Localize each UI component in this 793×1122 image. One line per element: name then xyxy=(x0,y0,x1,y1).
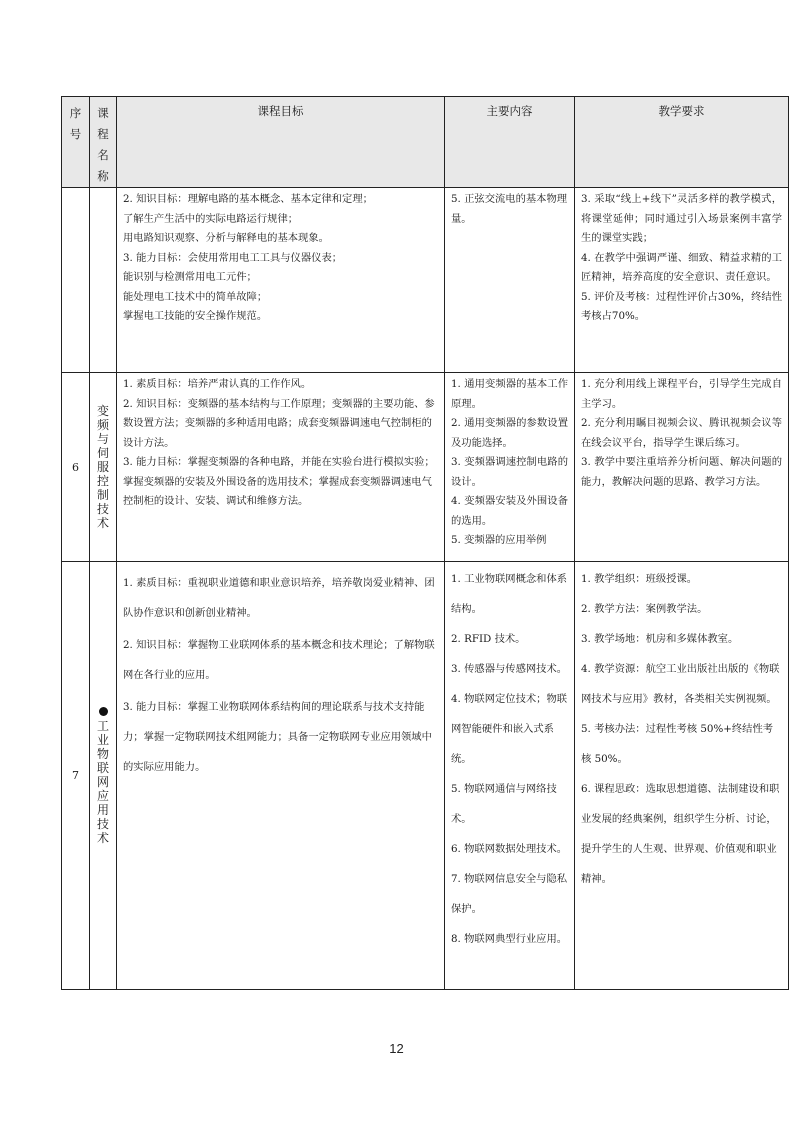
header-teaching-requirements: 教学要求 xyxy=(575,97,789,188)
course-goals-cell: 1. 素质目标：培养严肃认真的工作作风。 2. 知识目标：变频器的基本结构与工作原理；变频器的主要功能、参数设置方法；变频器的多种适用电路；成套变频器调速电气控制柜的设计方法。 3. 能力目标：掌握变频器的各种电路，并能在实验台进行模拟实验；掌握变频器的安装及外围设备的选用技术；掌握成套变频器调速电气控制柜的设计、安装、调试和维修方法。 xyxy=(117,373,445,562)
main-content-cell: 1. 通用变频器的基本工作原理。 2. 通用变频器的参数设置及功能选择。 3. 变频器调速控制电路的设计。 4. 变频器安装及外围设备的选用。 5. 变频器的应用举例 xyxy=(445,373,575,562)
header-course-goals: 课程目标 xyxy=(117,97,445,188)
row-number xyxy=(62,188,90,373)
main-content-cell: 5. 正弦交流电的基本物理量。 xyxy=(445,188,575,373)
page-number: 12 xyxy=(389,1041,404,1056)
teaching-requirements-cell: 1. 教学组织：班级授课。 2. 教学方法：案例教学法。 3. 教学场地：机房和多媒体教室。 4. 教学资源：航空工业出版社出版的《物联网技术与应用》教材，各类相关实例视频。 5. 考核办法：过程性考核 50%+终结性考核 50%。 6. 课程思政：选取思想道德、法制建设和职业发展的经典案例，组织学生分析、讨论，提升学生的人生观、世界观、价值观和职业精神。 xyxy=(575,562,789,990)
course-name: 工 业 物 联 网 应 用 技 术 xyxy=(90,562,117,990)
table-row xyxy=(62,188,789,373)
bullet-icon xyxy=(99,707,108,716)
teaching-requirements-cell: 1. 充分利用线上课程平台，引导学生完成自主学习。 2. 充分利用瞩目视频会议、腾讯视频会议等在线会议平台，指导学生课后练习。 3. 教学中要注重培养分析问题、解决问题的能力，教解决问题的思路、教学习方法。 xyxy=(575,373,789,562)
table-header-row xyxy=(62,97,789,188)
row-number: 7 xyxy=(62,562,90,990)
teaching-requirements-cell: 3. 采取“线上+线下”灵活多样的教学模式，将课堂延伸；同时通过引入场景案例丰富学生的课堂实践； 4. 在教学中强调严谨、细致、精益求精的工匠精神，培养高度的安全意识、责任意识。 5. 评价及考核：过程性评价占30%，终结性考核占70%。 xyxy=(575,188,789,373)
curriculum-table xyxy=(61,96,789,990)
course-name xyxy=(90,188,117,373)
header-course-name: 课 程 名 称 xyxy=(90,97,117,188)
header-serial-number: 序 号 xyxy=(62,97,90,188)
main-content-cell: 1. 工业物联网概念和体系结构。 2. RFID 技术。 3. 传感器与传感网技术。 4. 物联网定位技术；物联网智能硬件和嵌入式系统。 5. 物联网通信与网络技术。 6. 物联网数据处理技术。 7. 物联网信息安全与隐私保护。 8. 物联网典型行业应用。 xyxy=(445,562,575,990)
course-goals-cell: 2. 知识目标：理解电路的基本概念、基本定律和定理； 了解生产生活中的实际电路运行规律； 用电路知识观察、分析与解释电的基本现象。 3. 能力目标：会使用常用电工工具与仪器仪表； 能识别与检测常用电工元件； 能处理电工技术中的简单故障； 掌握电工技能的安全操作规范。 xyxy=(117,188,445,373)
table-row xyxy=(62,562,789,990)
course-name: 变 频 与 伺 服 控 制 技 术 xyxy=(90,373,117,562)
table-row xyxy=(62,373,789,562)
row-number: 6 xyxy=(62,373,90,562)
header-main-content: 主要内容 xyxy=(445,97,575,188)
course-goals-cell: 1. 素质目标：重视职业道德和职业意识培养，培养敬岗爱业精神、团队协作意识和创新创业精神。 2. 知识目标：掌握物工业联网体系的基本概念和技术理论；了解物联网在各行业的应用。 3. 能力目标：掌握工业物联网体系结构间的理论联系与技术支持能力；掌握一定物联网技术组网能力；具备一定物联网专业应用领域中的实际应用能力。 xyxy=(117,562,445,990)
